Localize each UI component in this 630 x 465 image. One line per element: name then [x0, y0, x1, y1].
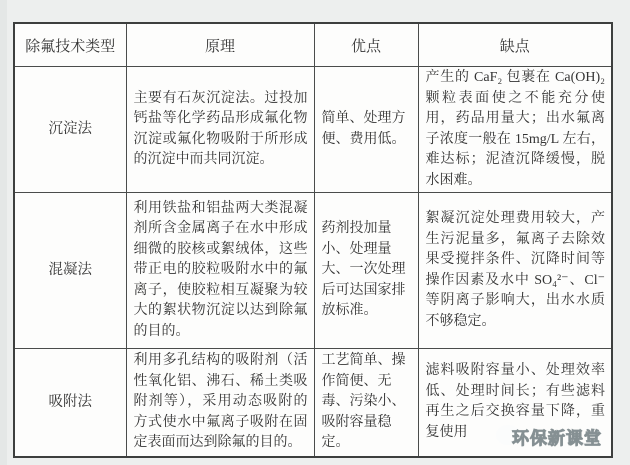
cell-disadvantages-coagulation: 絮凝沉淀处理费用较大，产生污泥量多，氟离子去除效果受搅拌条件、沉降时间等操作因素及水中 SO₄²⁻、Cl⁻等阴离子影响大，出水水质不够稳定。	[418, 193, 612, 349]
header-disadvantages: 缺点	[418, 23, 612, 67]
table-row-precipitation	[14, 67, 612, 193]
cell-advantages-adsorption: 工艺简单、操作简便、无毒、污染小、吸附容量稳定。	[314, 349, 418, 457]
table-row-coagulation	[14, 193, 612, 349]
table-header-row	[14, 23, 612, 67]
cell-principle-coagulation: 利用铁盐和铝盐两大类混凝剂所含金属离子在水中形成细微的胶核或絮绒体，这些带正电的胶粒吸附水中的氟离子，使胶粒相互凝聚为较大的絮状物沉淀以达到除氟的目的。	[126, 193, 314, 349]
fluoride-removal-comparison-table	[13, 22, 613, 458]
cell-method-adsorption: 吸附法	[14, 349, 126, 457]
watermark-text: 环保新课堂	[512, 429, 602, 449]
cell-advantages-coagulation: 药剂投加量小、处理量大、一次处理后可达国家排放标准。	[314, 193, 418, 349]
cell-principle-adsorption: 利用多孔结构的吸附剂（活性氧化铝、沸石、稀土类吸附剂等），采用动态吸附的方式使水中氟离子吸附在固定表面而达到除氟的目的。	[126, 349, 314, 457]
cell-method-coagulation: 混凝法	[14, 193, 126, 349]
cell-method-precipitation: 沉淀法	[14, 67, 126, 193]
cell-disadvantages-precipitation: 产生的 CaF₂ 包裹在 Ca(OH)₂ 颗粒表面使之不能充分使用，药品用量大；出水氟离子浓度一般在 15mg/L 左右，难达标；泥渣沉降缓慢，脱水困难。	[418, 67, 612, 193]
cell-principle-precipitation: 主要有石灰沉淀法。过投加钙盐等化学药品形成氟化物沉淀或氟化物吸附于所形成的沉淀中而共同沉淀。	[126, 67, 314, 193]
cell-disadvantages-adsorption: 滤料吸附容量小、处理效率低、处理时间长；有些滤料再生之后交换容量下降，重复使用	[418, 349, 612, 457]
header-principle: 原理	[126, 23, 314, 67]
cell-advantages-precipitation: 简单、处理方便、费用低。	[314, 67, 418, 193]
header-advantages: 优点	[314, 23, 418, 67]
header-technology-type: 除氟技术类型	[14, 23, 126, 67]
